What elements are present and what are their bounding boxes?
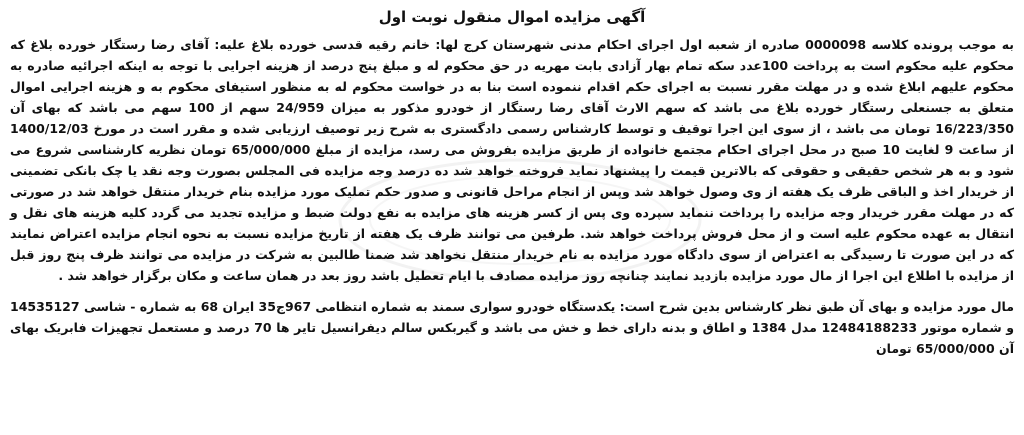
notice-body-paragraph: به موجب پرونده کلاسه 0000098 صادره از شعبه اول اجرای احکام مدنی شهرستان کرج لها: خانم رقیه قدسی خورده بلاغ علیه: آقای رضا رستگار خورده بلاغ که محکوم علیه محکوم است به پرداخت 100عدد سکه تمام بهار آزادی بابت مهریه در حق محکوم له و مبلغ پنج درصد از هزینه اجرایی با توجه به اینکه اجرائیه صادره به محکوم علیهم ابلاغ شده و در مهلت مقرر نسبت به اجرای حکم اقدام ننموده است بنا به در خواست محکوم له به منظور استیفای محکوم به و هزینه اجرایی اموال متعلق به جسنعلی رستگار خورده بلاغ می باشد که سهم الارث آقای رضا رستگار از خودرو مذکور به میزان 24/959 سهم از 100 سهم می باشد که بهای آن 16/223/350 تومان می باشد ، از سوی این اجرا توقیف و توسط کارشناس رسمی دادگستری به شرح زیر توصیف ارزیابی شده و مقرر است در مورخ 1400/12/03 از ساعت 9 لغایت 10 صبح در محل اجرای احکام مجتمع خانواده از طریق مزایده بفروش می رسد، مزایده از مبلغ 65/000/000 تومان نظریه کارشناسی شروع می شود و به هر شخص حقیقی و حقوقی که بالاترین قیمت را پیشنهاد نماید فروخته خواهد شد ده درصد وجه مزایده فی المجلس بصورت وجه نقد یا چک بانکی تضمینی از خریدار اخذ و الباقی ظرف یک هفته از وی وصول خواهد شد وپس از انجام مراحل قانونی و صدور حکم تملیک مورد مزایده بنام خریدار منتقل خواهد شد در صورتی که در مهلت مقرر خریدار وجه مزایده را پرداخت ننماید سپرده وی پس از کسر هزینه های مزایده به نفع دولت ضبط و مزایده تجدید می گردد کلیه هزینه های نقل و انتقال به عهده محکوم علیه است و از محل فروش پرداخت خواهد شد. طرفین می توانند ظرف یک هفته از تاریخ مزایده نسبت به نحوه انجام مزایده اعتراض نمایند که در این صورت تا رسیدگی به اعتراض از سوی دادگاه مورد مزایده به نام خریدار منتقل نخواهد شد ضمنا طالبین به شرکت در مزایده می توانند ظرف پنج روز قبل از مزایده با اطلاع این اجرا از مال مورد مزایده بازدید نمایند چنانچه روز مزایده مصادف با ایام تعطیل باشد روز بعد در همان ساعت و مکان برگزار خواهد شد . xyxy=(10,37,1015,283)
notice-title: آگهی مزایده اموال منقول نوبت اول xyxy=(378,8,646,26)
asset-description-paragraph: مال مورد مزایده و بهای آن طبق نظر کارشناس بدین شرح است: یکدستگاه خودرو سواری سمند به شماره انتظامی 967ج35 ایران 68 به شماره - شاسی 14535127 و شماره موتور 12484188233 مدل 1384 و اطاق و بدنه دارای خط و خش می باشد و گیربکس سالم دیفرانسیل تایر ها 70 درصد و مستعمل تجهیزات فابریک بهای آن 65/000/000 تومان xyxy=(10,299,1014,356)
